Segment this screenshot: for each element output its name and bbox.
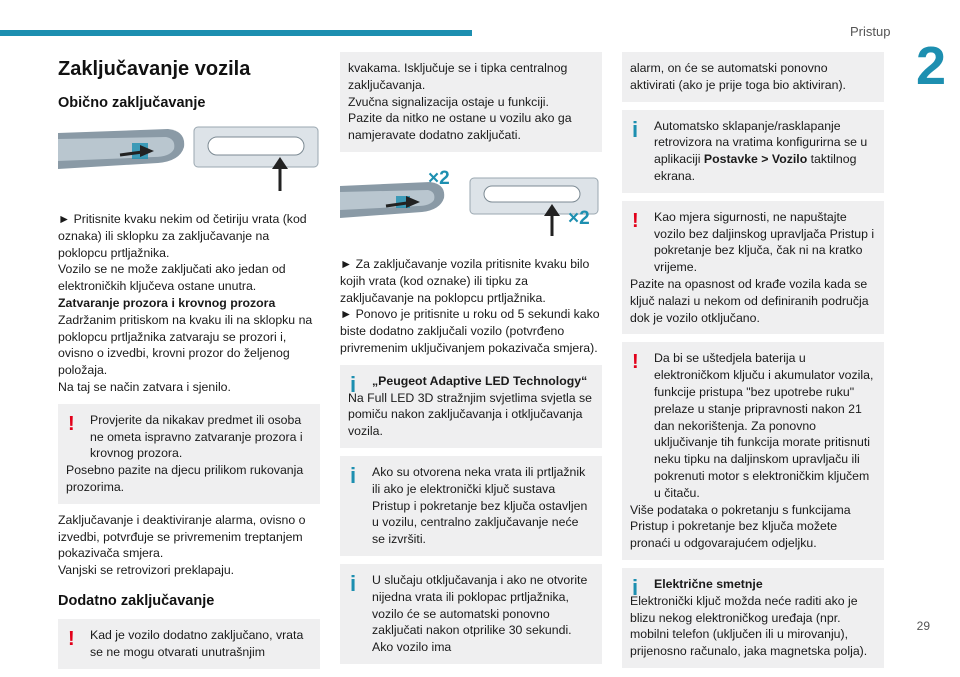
warning-box-battery <box>622 342 884 560</box>
chapter-number: 2 <box>902 36 960 96</box>
info-icon: i <box>632 574 639 600</box>
warning-text-battery: Da bi se uštedjela baterija u elektroničkom ključu i akumulator vozila, funkcije pristupa "bez upotrebe ruku" prelaze u stanje pripravnosti nakon 21 dan nekorištenja. Za ponovno uključivanje tih funkcija morate pritisnuti neku tipku na daljinskom upravljaču ili pokrenuti motor s elektroničkim ključem u čitaču. <box>654 351 874 500</box>
info-icon: i <box>350 371 357 397</box>
info-box-auto-relock <box>340 564 602 664</box>
warning-icon: ! <box>68 412 75 435</box>
info-title-interference: Električne smetnje <box>654 576 763 591</box>
info-text-led: Na Full LED 3D stražnjim svjetlima svjetla se pomiču nakon zaključavanja i otključavanja vozila. <box>348 390 592 439</box>
info-box-doors-open <box>340 456 602 556</box>
box-text-nobody: Pazite da nitko ne ostane u vozilu ako ga namjeravate dodatno zaključati. <box>348 111 572 143</box>
illustration-double-press <box>340 167 602 240</box>
info-text-mirrors: Automatsko sklapanje/rasklapanje retrovizora na vratima konfigurirna se u aplikaciji Postavke > Vozilo taktilnog ekrana. <box>654 118 868 183</box>
warning-box-deadlock-cont <box>340 52 602 152</box>
box-text-sound: Zvučna signalizacija ostaje u funkciji. <box>348 94 549 109</box>
door-handle-illustration-icon <box>58 121 320 195</box>
warning-text-deadlock: Kad je vozilo dodatno zaključano, vrata se ne mogu otvarati unutrašnjim <box>90 627 304 659</box>
top-accent-bar <box>0 30 472 36</box>
info-box-alarm-cont <box>622 52 884 102</box>
times-two-label-b: ×2 <box>568 207 590 229</box>
warning-text-security: Kao mjera sigurnosti, ne napuštajte vozilo bez daljinskog upravljača Pristup i pokretanje bez ključa, čak ni na kratko vrijeme. <box>654 209 875 275</box>
warning-box-deadlock <box>58 619 320 669</box>
warning-text-children: Posebno pazite na djecu prilikom rukovanja prozorima. <box>66 463 304 494</box>
para-alarm-confirm: Zaključavanje i deaktiviranje alarma, ovisno o izvedbi, potvrđuje se privremenim treptanjem pokazivača smjera. <box>58 512 306 561</box>
info-text-interference: Elektronički ključ možda neće raditi ako je blizu nekog elektroničkog uređaja (npr. mobilni telefon (uključen ili u mirovanju), prijenosno računalo, jaka magnetska polja). <box>630 593 868 659</box>
para-mirrors-fold: Vanjski se retrovizori preklapaju. <box>58 563 235 578</box>
illustration-door-handle <box>58 121 320 195</box>
page-title: Zaključavanje vozila <box>58 58 251 80</box>
info-title-led: „Peugeot Adaptive LED Technology“ <box>372 373 588 388</box>
info-icon: i <box>350 570 357 596</box>
column-3 <box>622 52 884 676</box>
subtitle-deadlocking: Dodatno zaključavanje <box>58 592 215 609</box>
box-text-alarm: alarm, on će se automatski ponovno aktivirati (ako je prije toga bio aktiviran). <box>630 61 846 92</box>
warning-icon: ! <box>632 209 639 232</box>
info-text-auto-relock: U slučaju otključavanja i ako ne otvorite nijedna vrata ili poklopac prtljažnika, vozilo će se automatski ponovno zaključati nakon otprilike 30 sekundi. Ako vozilo ima <box>372 572 588 655</box>
para-press-handle-lock: ► Za zaključavanje vozila pritisnite kvaku bilo kojih vrata (kod oznake) ili tipku za zaključavanje na poklopcu prtljažnika. <box>340 256 590 305</box>
info-box-interference <box>622 568 884 668</box>
heading-window-closing: Zatvaranje prozora i krovnog prozora <box>58 295 276 310</box>
section-title: Pristup <box>850 24 891 39</box>
info-box-mirrors <box>622 110 884 193</box>
double-press-illustration-icon <box>340 172 602 240</box>
info-box-led <box>340 365 602 448</box>
warning-box-security <box>622 201 884 335</box>
box-text-handles: kvakama. Isključuje se i tipka centralnog zaključavanja. <box>348 61 568 92</box>
info-icon: i <box>350 462 357 488</box>
para-press-handle: ► Pritisnite kvaku nekim od četiriju vrata (kod oznaka) ili sklopku za zaključavanje na poklopcu prtljažnika. <box>58 212 307 260</box>
para-key-inside: Vozilo se ne može zaključati ako jedan od elektroničkih ključeva ostane unutra. <box>58 262 286 294</box>
warning-icon: ! <box>632 351 639 374</box>
times-two-label-a: ×2 <box>428 167 450 189</box>
para-window-closing: Zadržanim pritiskom na kvaku ili na sklopku na poklopcu prtljažnika zatvaraju se prozori i, ovisno o izvedbi, krovni prozor do željenog položaja. <box>58 312 313 378</box>
warning-text-windows: Provjerite da nikakav predmet ili osoba ne ometa ispravno zatvaranje prozora i krovnog prozora. <box>90 412 303 461</box>
column-2 <box>340 52 602 672</box>
subtitle-normal-locking: Obično zaključavanje <box>58 95 206 111</box>
page-number: 29 <box>916 619 930 633</box>
column-1 <box>58 52 320 677</box>
warning-text-more-info: Više podataka o pokretanju s funkcijama Pristup i pokretanje bez ključa možete pronaći u odgovarajućem odjeljku. <box>630 502 851 551</box>
info-icon: i <box>632 116 639 142</box>
para-sunblind: Na taj se način zatvara i sjenilo. <box>58 379 231 394</box>
warning-box-windows <box>58 404 320 504</box>
para-press-again: ► Ponovo je pritisnite u roku od 5 sekundi kako biste dodatno zaključali vozilo (potvrđeno privremenim uključivanjem pokazivača smjera). <box>340 307 600 355</box>
warning-icon: ! <box>68 627 75 650</box>
info-text-doors-open: Ako su otvorena neka vrata ili prtljažnik ili ako je elektronički ključ sustava Pristup i pokretanje bez ključa ostavljen u vozilu, centralno zaključavanje neće se izvršiti. <box>372 464 588 547</box>
warning-text-theft: Pazite na opasnost od krađe vozila kada se ključ nalazi u nekom od definiranih područja dok je vozilo otključano. <box>630 276 869 325</box>
